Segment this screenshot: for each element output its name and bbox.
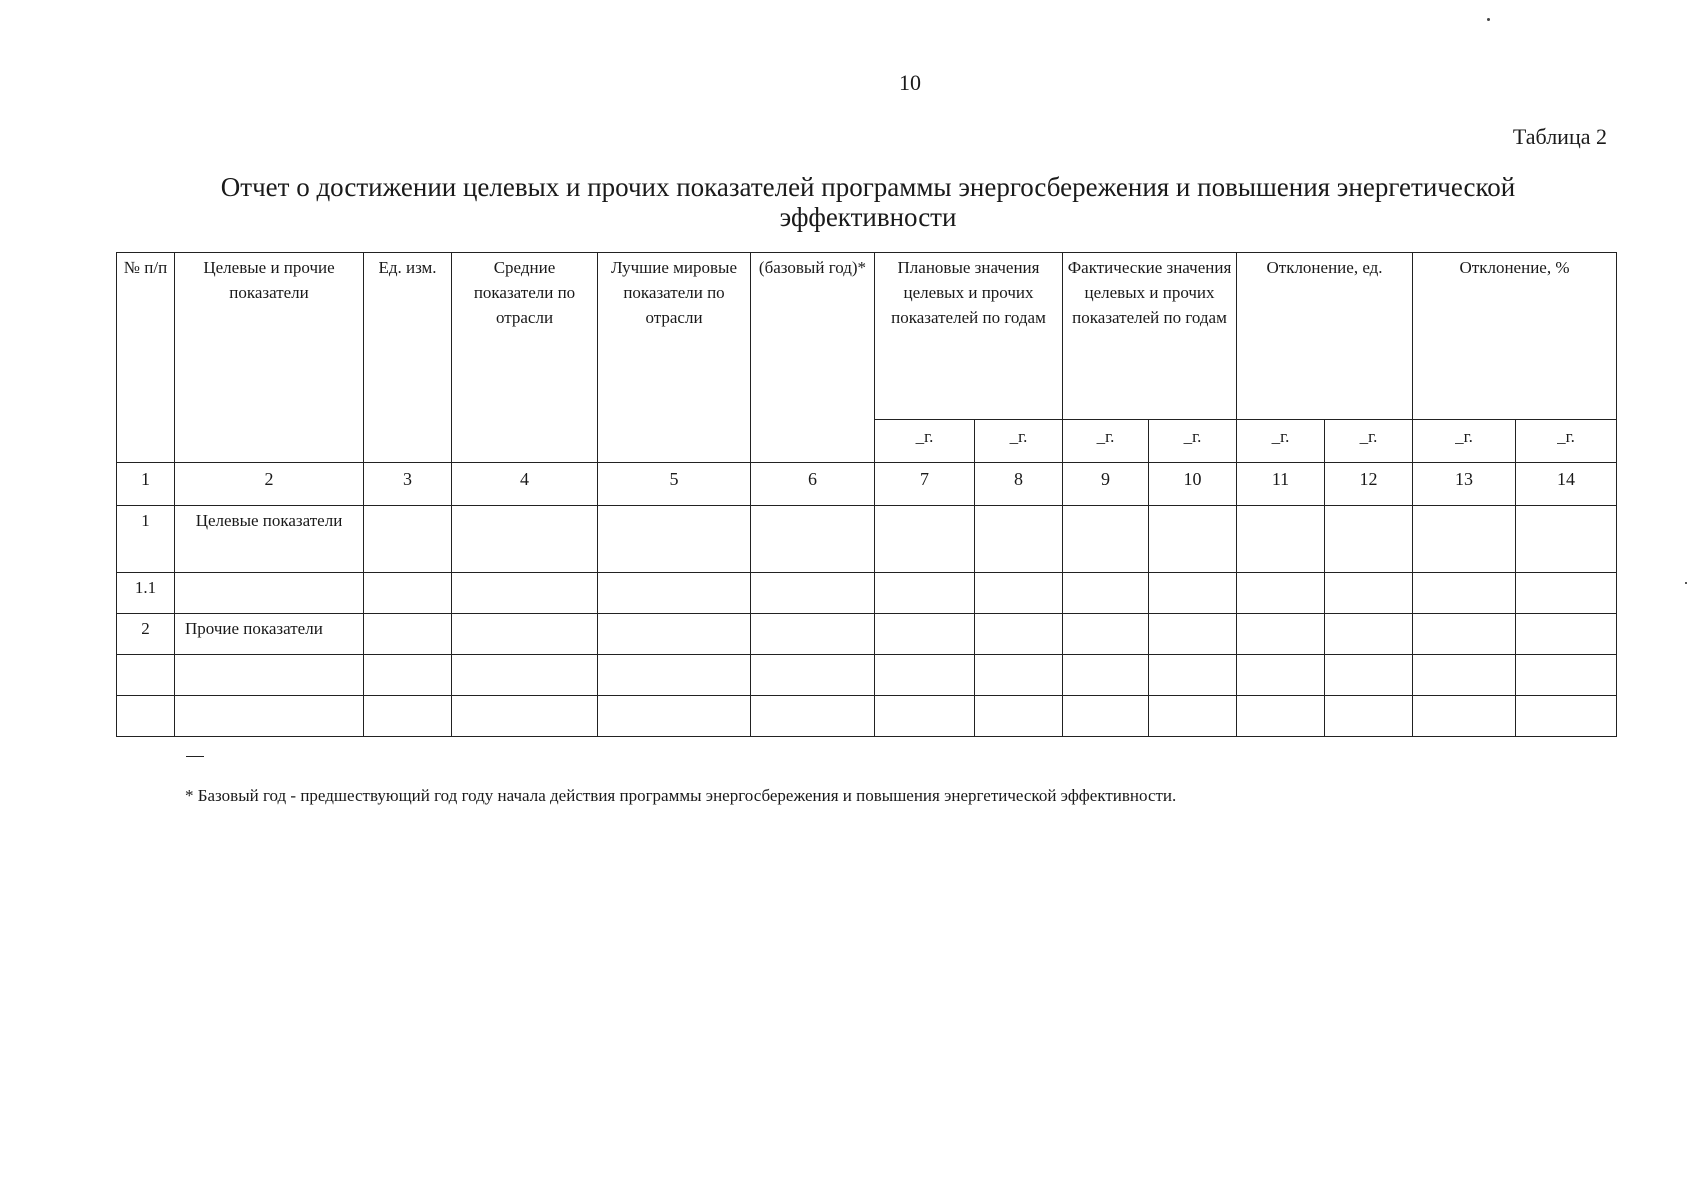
table-cell: [875, 655, 975, 696]
table-cell: [1516, 614, 1617, 655]
table-cell: [1149, 696, 1237, 737]
year-cell: _г.: [1149, 420, 1237, 463]
header-indicators: Целевые и прочие показатели: [175, 253, 364, 463]
table-cell: [364, 655, 452, 696]
column-number: 9: [1063, 463, 1149, 506]
report-table: [116, 252, 1617, 737]
row-number: 1.1: [117, 573, 175, 614]
header-row: [117, 253, 1617, 420]
table-cell: [751, 614, 875, 655]
table-cell: [364, 573, 452, 614]
table-cell: [598, 696, 751, 737]
table-cell: [1516, 573, 1617, 614]
year-cell: _г.: [1325, 420, 1413, 463]
table-cell: [875, 573, 975, 614]
year-cell: _г.: [1237, 420, 1325, 463]
table-cell: [1063, 696, 1149, 737]
column-number: 3: [364, 463, 452, 506]
year-cell: _г.: [1063, 420, 1149, 463]
table-cell: [1516, 655, 1617, 696]
table-cell: [975, 573, 1063, 614]
year-cell: _г.: [875, 420, 975, 463]
header-planned-values: Плановые значения целевых и прочих показателей по годам: [875, 253, 1063, 420]
table-cell: [452, 614, 598, 655]
header-deviation-units: Отклонение, ед.: [1237, 253, 1413, 420]
table-cell: [1325, 696, 1413, 737]
header-base-year: (базовый год)*: [751, 253, 875, 463]
header-unit: Ед. изм.: [364, 253, 452, 463]
column-number: 14: [1516, 463, 1617, 506]
table-cell: [1149, 573, 1237, 614]
document-title: Отчет о достижении целевых и прочих показателей программы энергосбережения и повышения энергетической эффективности: [220, 172, 1516, 232]
row-number: [117, 655, 175, 696]
table-cell: [1237, 655, 1325, 696]
column-number: 13: [1413, 463, 1516, 506]
year-cell: _г.: [1516, 420, 1617, 463]
row-indicator-name: [175, 696, 364, 737]
table-cell: [1413, 506, 1516, 573]
header-industry-average: Средние показатели по отрасли: [452, 253, 598, 463]
table-cell: [751, 573, 875, 614]
column-number-row: [117, 463, 1617, 506]
table-cell: [1237, 506, 1325, 573]
table-cell: [452, 573, 598, 614]
scan-dot: [1685, 582, 1687, 584]
header-actual-values: Фактические значения целевых и прочих показателей по годам: [1063, 253, 1237, 420]
table-label: Таблица 2: [1512, 124, 1607, 149]
column-number: 7: [875, 463, 975, 506]
table-cell: [1149, 655, 1237, 696]
table-cell: [1237, 573, 1325, 614]
table-row: [117, 573, 1617, 614]
table-cell: [1413, 655, 1516, 696]
row-indicator-name: [175, 573, 364, 614]
header-number: № п/п: [117, 253, 175, 463]
table-cell: [751, 655, 875, 696]
table-cell: [1516, 696, 1617, 737]
table-cell: [975, 506, 1063, 573]
column-number: 10: [1149, 463, 1237, 506]
table-cell: [875, 614, 975, 655]
footnote: * Базовый год - предшествующий год году начала действия программы энергосбережения и повышения энергетической эффективности.: [185, 786, 1177, 805]
table-cell: [364, 506, 452, 573]
table-cell: [598, 573, 751, 614]
table-cell: [975, 655, 1063, 696]
column-number: 6: [751, 463, 875, 506]
table-cell: [975, 696, 1063, 737]
column-number: 8: [975, 463, 1063, 506]
table-cell: [452, 696, 598, 737]
table-cell: [1516, 506, 1617, 573]
table-cell: [1237, 614, 1325, 655]
page-number: 10: [899, 70, 921, 95]
footnote-separator: [186, 756, 204, 757]
row-number: 2: [117, 614, 175, 655]
table-cell: [751, 696, 875, 737]
table-cell: [1325, 506, 1413, 573]
table-cell: [1063, 573, 1149, 614]
table-cell: [598, 614, 751, 655]
table-cell: [1413, 573, 1516, 614]
row-indicator-name: Целевые показатели: [175, 506, 364, 573]
year-cell: _г.: [975, 420, 1063, 463]
table-cell: [598, 506, 751, 573]
column-number: 1: [117, 463, 175, 506]
table-cell: [1237, 696, 1325, 737]
column-number: 2: [175, 463, 364, 506]
year-cell: _г.: [1413, 420, 1516, 463]
column-number: 4: [452, 463, 598, 506]
row-number: 1: [117, 506, 175, 573]
table-cell: [975, 614, 1063, 655]
table-cell: [1149, 506, 1237, 573]
row-indicator-name: [175, 655, 364, 696]
table-cell: [1413, 614, 1516, 655]
header-world-best: Лучшие мировые показатели по отрасли: [598, 253, 751, 463]
table-cell: [364, 696, 452, 737]
table-row: [117, 696, 1617, 737]
table-row: [117, 655, 1617, 696]
table-cell: [452, 506, 598, 573]
column-number: 12: [1325, 463, 1413, 506]
column-number: 11: [1237, 463, 1325, 506]
table-cell: [1325, 614, 1413, 655]
row-indicator-name: Прочие показатели: [175, 614, 364, 655]
table-row: [117, 506, 1617, 573]
header-deviation-percent: Отклонение, %: [1413, 253, 1617, 420]
scan-dot: [1487, 18, 1490, 21]
table-cell: [1413, 696, 1516, 737]
table-row: [117, 614, 1617, 655]
table-cell: [1325, 655, 1413, 696]
table-cell: [598, 655, 751, 696]
table-cell: [1325, 573, 1413, 614]
row-number: [117, 696, 175, 737]
table-cell: [751, 506, 875, 573]
table-cell: [1149, 614, 1237, 655]
column-number: 5: [598, 463, 751, 506]
table-cell: [452, 655, 598, 696]
table-cell: [875, 506, 975, 573]
table-cell: [1063, 506, 1149, 573]
table-cell: [364, 614, 452, 655]
table-cell: [875, 696, 975, 737]
table-cell: [1063, 655, 1149, 696]
table-cell: [1063, 614, 1149, 655]
